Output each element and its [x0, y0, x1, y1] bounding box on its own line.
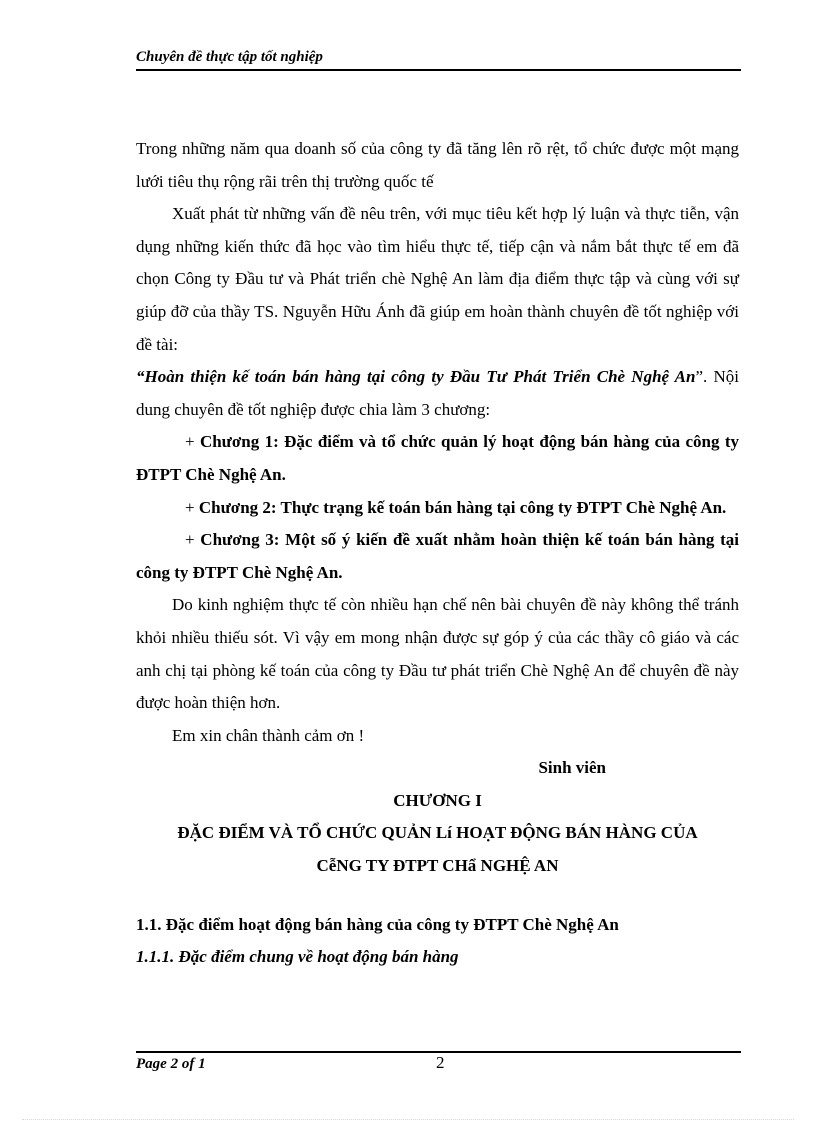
paragraph-topic [136, 361, 739, 426]
paragraph-motivation: Xuất phát từ những vấn đề nêu trên, với mục tiêu kết hợp lý luận và thực tiễn, vận dụng những kiến thức đã học vào tìm hiểu thực tế, tiếp cận và nắm bắt thực tế em đã chọn Công ty Đầu tư và Phát triển chè Nghệ An làm địa điểm thực tập và cùng với sự giúp đỡ của thầy TS. Nguyễn Hữu Ánh đã giúp em hoàn thành chuyên đề tốt nghiệp với đề tài: [136, 204, 739, 354]
section-heading-1-1: 1.1. Đặc điểm hoạt động bán hàng của công ty ĐTPT Chè Nghệ An [136, 914, 619, 934]
chapter-2-text: Chương 2: Thực trạng kế toán bán hàng tại công ty ĐTPT Chè Nghệ An. [198, 497, 727, 517]
chapter-1-item [136, 426, 739, 491]
signature-label: Sinh viên [538, 758, 606, 778]
chapter-title-line-2: CễNG TY ĐTPT CHẩ NGHỆ AN [316, 856, 559, 876]
document-body [136, 133, 739, 974]
page-bottom-edge [22, 1119, 794, 1120]
header-divider [136, 69, 741, 71]
chapter-1-bullet: + [185, 432, 200, 452]
chapter-3-item [136, 524, 739, 589]
running-header: Chuyên đề thực tập tốt nghiệp [136, 49, 323, 65]
footer-page-number: 2 [436, 1053, 445, 1072]
paragraph-intro: Trong những năm qua doanh số của công ty đã tăng lên rõ rệt, tổ chức được một mạng lưới tiêu thụ rộng rãi trên thị trường quốc tế [136, 139, 739, 191]
chapter-2-item [136, 492, 739, 525]
chapter-label: CHƯƠNG I [393, 790, 482, 810]
chapter-3-text: Chương 3: Một số ý kiến đề xuất nhằm hoàn thiện kế toán bán hàng tại công ty ĐTPT Chè Nghệ An. [136, 530, 739, 582]
section-heading-1-1-1: 1.1.1. Đặc điểm chung về hoạt động bán hàng [136, 947, 459, 967]
chapter-3-bullet: + [185, 530, 201, 550]
footer-page-label: Page 2 of 1 [136, 1056, 206, 1072]
chapter-title-line-1: ĐẶC ĐIỂM VÀ TỔ CHỨC QUẢN Lí HOẠT ĐỘNG BÁN HÀNG CỦA [177, 823, 698, 843]
paragraph-apology: Do kinh nghiệm thực tế còn nhiều hạn chế nên bài chuyên đề này không thể tránh khỏi nhiều thiếu sót. Vì vậy em mong nhận được sự góp ý của các thầy cô giáo và các anh chị tại phòng kế toán của công ty Đầu tư phát triển Chè Nghệ An để chuyên đề này được hoàn thiện hơn. [136, 595, 739, 713]
thesis-title: “Hoàn thiện kế toán bán hàng tại công ty Đầu Tư Phát Triển Chè Nghệ An [136, 367, 696, 387]
chapter-2-bullet: + [185, 497, 199, 517]
chapter-1-text: Chương 1: Đặc điểm và tổ chức quản lý hoạt động bán hàng của công ty ĐTPT Chè Nghệ An. [136, 432, 739, 484]
paragraph-thanks: Em xin chân thành cảm ơn ! [172, 725, 365, 745]
thesis-title-continuation: ”. Nội dung chuyên đề tốt nghiệp được chia làm 3 chương: [136, 367, 739, 419]
section-spacer [136, 883, 739, 909]
